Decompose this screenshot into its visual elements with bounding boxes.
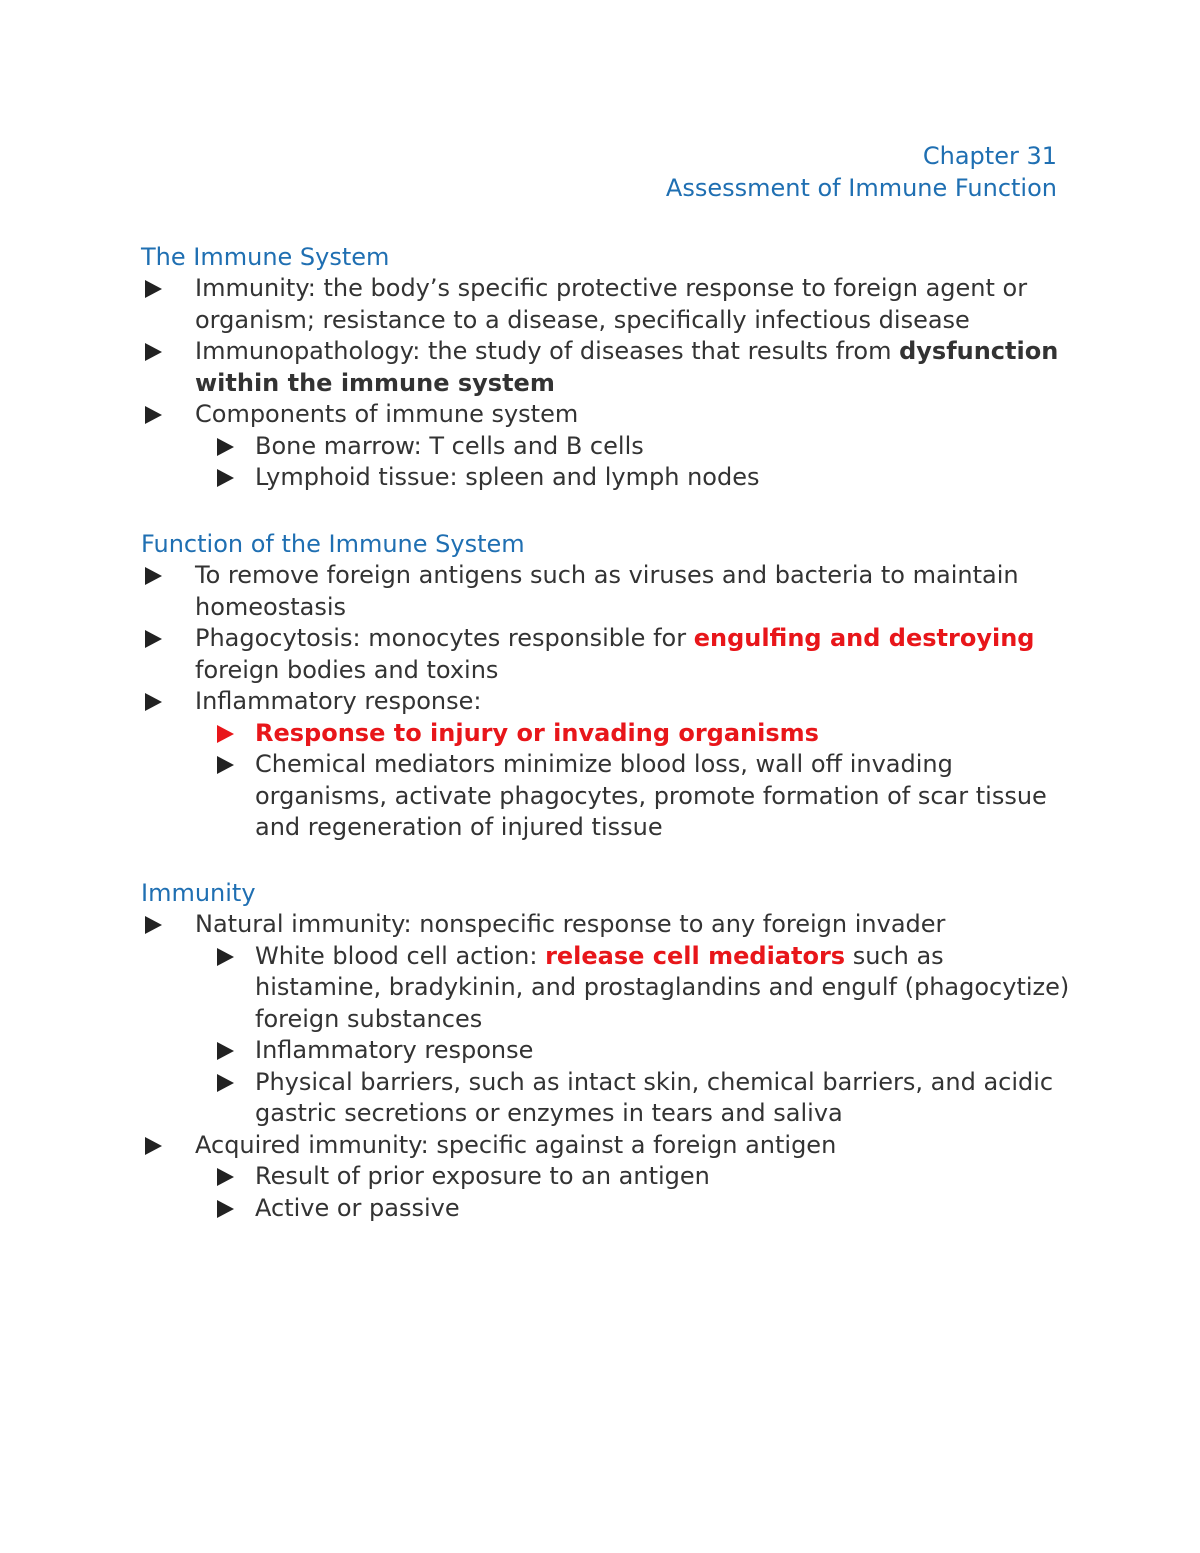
sub-item-text: Active or passive — [255, 1193, 460, 1222]
triangle-right-icon — [217, 1074, 234, 1092]
sub-list-item — [141, 1035, 1071, 1067]
triangle-right-icon — [145, 916, 162, 934]
list-item — [141, 909, 1071, 941]
triangle-right-icon — [217, 725, 234, 743]
section-function-immune-system — [141, 529, 1071, 844]
document-header — [666, 140, 1057, 204]
triangle-right-icon — [217, 1042, 234, 1060]
list-item — [141, 560, 1071, 623]
item-text: Immunity: the body’s specific protective response to foreign agent or organism; resistance to a disease, specifically infectious disease — [195, 274, 1028, 334]
sub-list-item — [141, 718, 1071, 750]
item-text: To remove foreign antigens such as viruses and bacteria to maintain homeostasis — [195, 561, 1019, 621]
sub-item-text: Physical barriers, such as intact skin, chemical barriers, and acidic gastric secretions or enzymes in tears and saliva — [255, 1067, 1054, 1127]
bullet-list — [141, 560, 1071, 844]
item-highlight-text: engulfing and destroying — [693, 624, 1035, 652]
item-text: Inflammatory response: — [195, 687, 482, 715]
triangle-right-icon — [145, 1137, 162, 1155]
chapter-number: Chapter 31 — [922, 142, 1057, 170]
sub-list-item — [141, 1161, 1071, 1193]
sub-item-text: Inflammatory response — [255, 1036, 534, 1064]
section-heading: Function of the Immune System — [141, 530, 525, 558]
triangle-right-icon — [217, 948, 234, 966]
list-item — [141, 623, 1071, 686]
item-bold-text: dysfunction within the immune system — [195, 337, 1059, 397]
sub-item-text: Result of prior exposure to an antigen — [255, 1162, 710, 1190]
list-item — [141, 336, 1071, 399]
sub-list-item — [141, 431, 1071, 463]
triangle-right-icon — [145, 406, 162, 424]
sub-list-item — [141, 1067, 1071, 1130]
triangle-right-icon — [217, 438, 234, 456]
item-text: Natural immunity: nonspecific response to any foreign invader — [195, 910, 946, 938]
item-text: Immunopathology: the study of diseases that results from — [195, 337, 900, 365]
triangle-right-icon — [217, 1168, 234, 1186]
sub-item-text: White blood cell action: — [255, 941, 546, 970]
sub-item-text: Lymphoid tissue: spleen and lymph nodes — [255, 463, 760, 491]
bullet-list — [141, 273, 1071, 494]
sub-item-highlight-text: release cell mediators — [545, 941, 846, 970]
section-heading: Immunity — [141, 879, 256, 907]
triangle-right-icon — [217, 469, 234, 487]
item-text: Acquired immunity: specific against a foreign antigen — [195, 1130, 837, 1159]
sub-list-item — [141, 749, 1071, 844]
bullet-list — [141, 909, 1071, 1224]
list-item — [141, 273, 1071, 336]
section-heading: The Immune System — [141, 243, 390, 271]
section-immunity — [141, 878, 1071, 1224]
list-item — [141, 399, 1071, 431]
triangle-right-icon — [217, 756, 234, 774]
sub-list-item — [141, 941, 1071, 1036]
triangle-right-icon — [217, 1200, 234, 1218]
list-item — [141, 1130, 1071, 1162]
sub-item-text: Bone marrow: T cells and B cells — [255, 431, 644, 460]
triangle-right-icon — [145, 343, 162, 361]
triangle-right-icon — [145, 630, 162, 648]
item-text: Phagocytosis: monocytes responsible for — [195, 624, 694, 652]
sub-item-text: Chemical mediators minimize blood loss, wall off invading organisms, activate phagocytes, promote formation of scar tissue and regeneration of injured tissue — [255, 750, 1047, 841]
list-item — [141, 686, 1071, 718]
item-text: foreign bodies and toxins — [195, 655, 499, 684]
section-immune-system — [141, 242, 1071, 494]
triangle-right-icon — [145, 693, 162, 711]
sub-item-highlight-text: Response to injury or invading organisms — [255, 718, 819, 747]
sub-list-item — [141, 462, 1071, 494]
chapter-title: Assessment of Immune Function — [665, 174, 1057, 202]
triangle-right-icon — [145, 567, 162, 585]
triangle-right-icon — [145, 280, 162, 298]
sub-list-item — [141, 1193, 1071, 1225]
item-text: Components of immune system — [195, 400, 579, 428]
sub-item-text: such as histamine, bradykinin, and prostaglandins and engulf (phagocytize) foreign substances — [255, 941, 1070, 1033]
